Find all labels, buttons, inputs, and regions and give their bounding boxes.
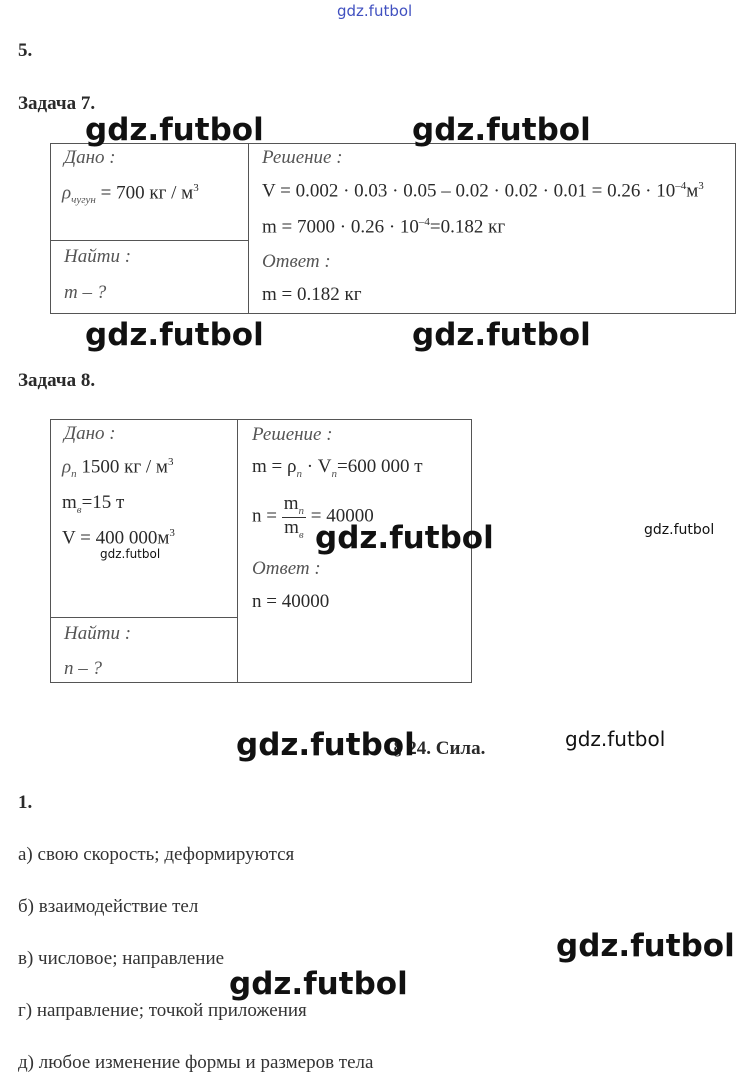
task8-given-divider bbox=[50, 617, 238, 618]
task8-divider bbox=[237, 419, 238, 683]
task7-volume-formula: $V = 0.002 \cdot 0.03 \cdot 0.05 - 0.02 \cdot 0.02 \cdot 0.01 = 0.26 \cdot 10^{-4}м^3$ bbox=[262, 180, 704, 202]
section-5-number: 5. bbox=[18, 40, 33, 61]
task7-given-label: Дано : bbox=[64, 147, 116, 168]
task8-count-formula: n = $\frac{m_п}{m_в}$ = 40000 bbox=[252, 493, 374, 541]
task7-given-density: $\rho_{чугун} = 700$ кг / $м^3$ bbox=[62, 182, 199, 207]
watermark: gdz.futbol bbox=[85, 317, 264, 353]
task8-given-volume: V = 400 $000м^3$ bbox=[62, 527, 175, 549]
watermark: gdz.futbol bbox=[565, 727, 666, 751]
task7-divider bbox=[248, 143, 249, 314]
watermark: gdz.futbol bbox=[644, 522, 715, 538]
answer-b: б) взаимодействие тел bbox=[18, 896, 199, 917]
watermark: gdz.futbol bbox=[315, 520, 494, 556]
task8-mass-formula: $m = \rho_п \cdot V_п=600$ 000 т bbox=[252, 456, 423, 480]
task7-given-divider bbox=[50, 240, 249, 241]
section24-item-number: 1. bbox=[18, 792, 33, 813]
answer-d: г) направление; точкой приложения bbox=[18, 1000, 307, 1021]
section24-title: § 24. Сила. bbox=[393, 738, 486, 759]
task7-title: Задача 7. bbox=[18, 93, 96, 114]
watermark: gdz.futbol bbox=[85, 112, 264, 148]
task7-find-label: Найти : bbox=[64, 246, 132, 267]
watermark-top: gdz.futbol bbox=[337, 2, 413, 20]
task8-find-label: Найти : bbox=[64, 623, 132, 644]
watermark: gdz.futbol bbox=[412, 317, 591, 353]
task8-answer: n = 40000 bbox=[252, 591, 330, 612]
task8-find-var: n – ? bbox=[64, 658, 102, 679]
watermark: gdz.futbol bbox=[412, 112, 591, 148]
answer-c: в) числовое; направление bbox=[18, 948, 225, 969]
task7-find-var: m – ? bbox=[64, 282, 107, 303]
task7-answer-label: Ответ : bbox=[262, 251, 331, 272]
task8-title: Задача 8. bbox=[18, 370, 96, 391]
watermark: gdz.futbol bbox=[100, 547, 161, 561]
watermark: gdz.futbol bbox=[556, 928, 735, 964]
task7-mass-formula: $m = 7000 \cdot 0.26 \cdot 10^{-4}=0.182$ кг bbox=[262, 216, 506, 238]
task7-solution-label: Решение : bbox=[262, 147, 343, 168]
answer-a: а) свою скорость; деформируются bbox=[18, 844, 295, 865]
task8-given-density: $\rho_п$ 1500 кг / $м^3$ bbox=[62, 456, 174, 481]
task8-given-label: Дано : bbox=[64, 423, 116, 444]
watermark: gdz.futbol bbox=[229, 966, 408, 1002]
task8-given-mass: $m_в=15$ т bbox=[62, 492, 125, 516]
task8-answer-label: Ответ : bbox=[252, 558, 321, 579]
task7-answer: m = 0.182 кг bbox=[262, 284, 362, 305]
watermark: gdz.futbol bbox=[236, 727, 415, 763]
task8-solution-label: Решение : bbox=[252, 424, 333, 445]
answer-e: д) любое изменение формы и размеров тела bbox=[18, 1052, 374, 1073]
